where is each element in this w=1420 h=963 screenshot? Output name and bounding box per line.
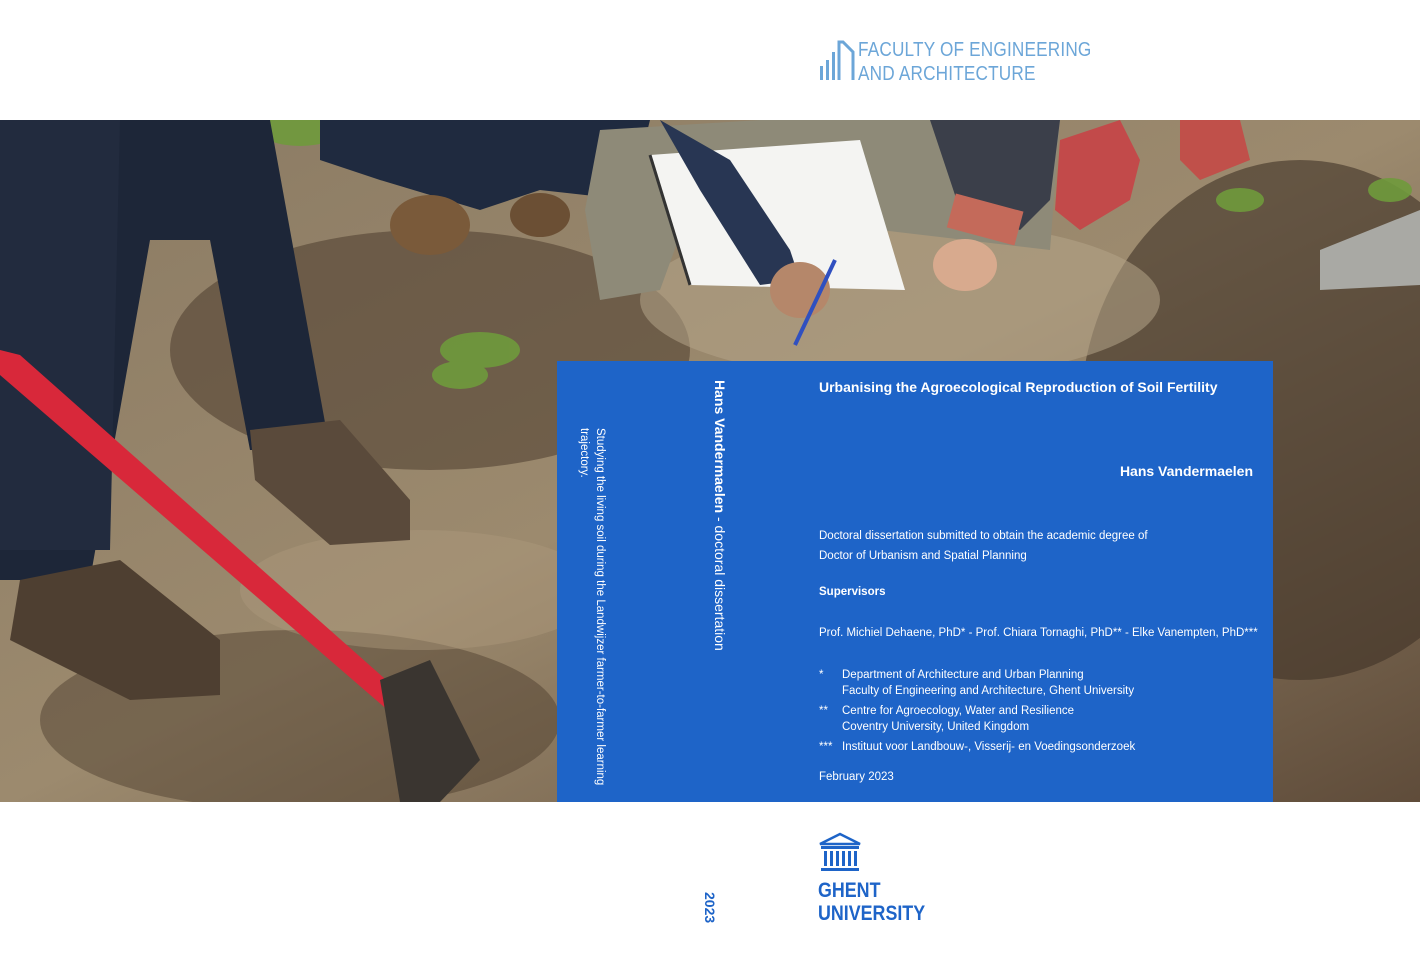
ghent-university-logo [818, 832, 938, 932]
spine-author: Hans Vandermaelen [712, 380, 728, 514]
supervisors-list: Prof. Michiel Dehaene, PhD* - Prof. Chiara Tornaghi, PhD** - Elke Vanempten, PhD*** [819, 627, 1258, 639]
university-name-line1: GHENT [818, 879, 881, 902]
university-name-line2: UNIVERSITY [818, 902, 926, 925]
note-line2: Faculty of Engineering and Architecture, Ghent University [842, 685, 1135, 697]
degree-statement [819, 526, 1148, 566]
faculty-name-line2: AND ARCHITECTURE [858, 63, 1036, 85]
spine-subtitle: Studying the living soil during the Landwijzer farmer-to-farmer learning trajectory. [578, 428, 606, 786]
spine-year: 2023 [702, 892, 718, 924]
note-line1: Centre for Agroecology, Water and Resilience [842, 705, 1075, 717]
note-line1: Department of Architecture and Urban Planning [842, 669, 1084, 681]
spine-separator: - [712, 513, 728, 526]
note-line2: Coventry University, United Kingdom [842, 721, 1030, 733]
note-marker: * [819, 669, 824, 681]
affiliation-note [819, 739, 1135, 755]
faculty-bars-icon [819, 38, 855, 82]
faculty-logo [819, 38, 1119, 88]
faculty-name-line1: FACULTY OF ENGINEERING [858, 39, 1092, 61]
note-marker: ** [819, 705, 828, 717]
affiliation-note [819, 703, 1135, 735]
affiliation-notes [819, 667, 1135, 759]
note-marker: *** [819, 741, 833, 753]
publication-date: February 2023 [819, 771, 894, 783]
spine-title [712, 380, 728, 651]
affiliation-note [819, 667, 1135, 699]
university-name [818, 879, 925, 925]
degree-line1: Doctoral dissertation submitted to obtain the academic degree of [819, 530, 1148, 542]
dissertation-title: Urbanising the Agroecological Reproduction of Soil Fertility [819, 379, 1218, 395]
supervisors-heading: Supervisors [819, 586, 886, 598]
faculty-name [858, 38, 1091, 86]
note-line1: Instituut voor Landbouw-, Visserij- en Voedingsonderzoek [842, 741, 1136, 753]
university-building-icon [818, 832, 862, 874]
author-name: Hans Vandermaelen [1119, 463, 1253, 479]
spine-type: doctoral dissertation [712, 525, 728, 651]
degree-line2: Doctor of Urbanism and Spatial Planning [819, 550, 1027, 562]
